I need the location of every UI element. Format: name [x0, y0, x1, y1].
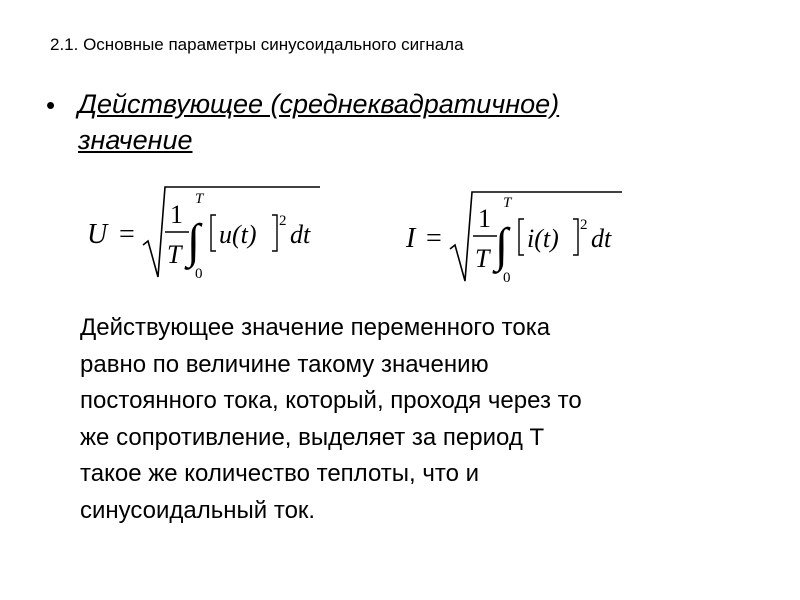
bullet-text: [78, 86, 678, 158]
exponent: 2: [279, 213, 287, 229]
right-bracket: [272, 215, 277, 251]
fraction-denominator: T: [167, 240, 182, 269]
slide-heading: 2.1. Основные параметры синусоидального сигнала: [50, 35, 464, 54]
formula-rms-voltage: [85, 185, 345, 295]
integral-lower-limit: 0: [503, 270, 511, 286]
differential: dt: [290, 220, 311, 249]
fraction-numerator: 1: [170, 200, 183, 229]
fraction-numerator: 1: [478, 204, 491, 233]
differential: dt: [591, 224, 612, 253]
description-line: синусоидальный ток.: [80, 496, 316, 524]
description-line: такое же количество теплоты, что и: [80, 460, 479, 487]
right-bracket: [573, 219, 578, 255]
integral-sign: ∫: [187, 215, 201, 268]
formula-equals: =: [426, 223, 442, 254]
description-line: равно по величине такому значению: [80, 350, 489, 378]
integral-upper-limit: T: [195, 191, 204, 207]
integral-sign: ∫: [495, 219, 509, 272]
integrand: u(t): [219, 220, 257, 249]
description-line: же сопротивление, выделяет за период Т: [80, 423, 545, 451]
bullet-line-2: значение: [78, 125, 193, 155]
bullet-dot-icon: •: [46, 90, 56, 120]
integral-lower-limit: 0: [195, 266, 203, 282]
description-paragraph: [80, 310, 780, 529]
description-line: Действующее значение переменного тока: [80, 314, 551, 341]
description-line: постоянного тока, который, проходя через то: [80, 387, 582, 414]
integrand: i(t): [527, 224, 559, 253]
integral-upper-limit: T: [503, 195, 512, 211]
formula-lhs: I: [406, 223, 416, 254]
formula-equals: =: [119, 219, 135, 250]
left-bracket: [211, 215, 216, 251]
formula-rms-current: [400, 185, 660, 295]
formula-lhs: U: [87, 219, 108, 250]
left-bracket: [519, 219, 524, 255]
bullet-line-1: Действующее (среднеквадратичное): [78, 89, 560, 119]
exponent: 2: [580, 217, 588, 233]
fraction-denominator: T: [475, 244, 490, 273]
